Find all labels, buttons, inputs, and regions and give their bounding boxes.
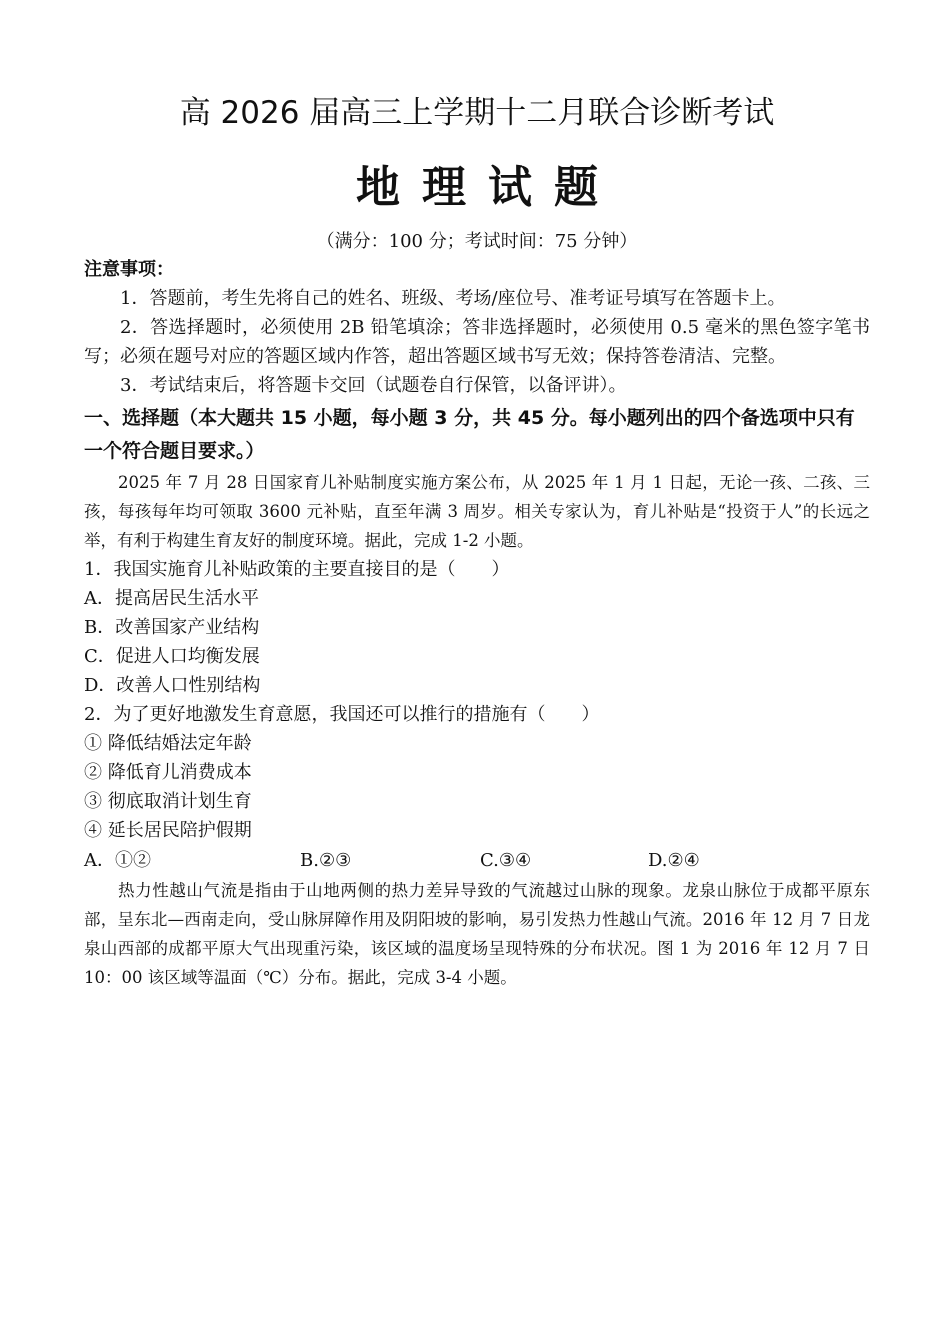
question-1-option-c: C．促进人口均衡发展 [84,646,260,667]
exam-page [84,84,870,992]
question-2-choice-c: C.③④ [480,850,532,871]
exam-info: （满分：100 分；考试时间：75 分钟） [316,231,638,252]
question-2-choices [84,845,870,876]
question-2-choice-b: B.②③ [300,850,352,871]
notice-heading: 注意事项： [84,259,174,280]
question-1-option-b: B．改善国家产业结构 [84,617,260,638]
question-1-stem: 1．我国实施育儿补贴政策的主要直接目的是（ ） [84,559,510,580]
notice-item-3: 3．考试结束后，将答题卡交回（试题卷自行保管，以备评讲）。 [120,375,627,396]
question-2-statement-4: ④ 延长居民陪护假期 [84,820,252,841]
notice-item-2: 2．答选择题时，必须使用 2B 铅笔填涂；答非选择题时，必须使用 0.5 毫米的黑色签字笔书写；必须在题号对应的答题区域内作答，超出答题区域书写无效；保持答卷清洁、完整。 [84,317,870,367]
question-1-option-d: D．改善人口性别结构 [84,675,261,696]
question-2-stem: 2．为了更好地激发生育意愿，我国还可以推行的措施有（ ） [84,704,600,725]
question-2-statement-3: ③ 彻底取消计划生育 [84,791,252,812]
question-2-statement-1: ① 降低结婚法定年龄 [84,733,252,754]
material-1: 2025 年 7 月 28 日国家育儿补贴制度实施方案公布，从 2025 年 1 月 1 日起，无论一孩、二孩、三孩，每孩每年均可领取 3600 元补贴，直至年满 3 周岁。相关专家认为，育儿补贴是“投资于人”的长远之举，有利于构建生育友好的制度环境。据此，完成 1-2 小题。 [84,473,870,550]
subject-title: 地理试题 [356,162,620,213]
question-2-statement-2: ② 降低育儿消费成本 [84,762,252,783]
question-1-option-a: A．提高居民生活水平 [84,588,259,609]
section-heading: 一、选择题（本大题共 15 小题，每小题 3 分，共 45 分。每小题列出的四个备选项中只有一个符合题目要求。） [84,407,855,462]
exam-title: 高 2026 届高三上学期十二月联合诊断考试 [179,95,775,131]
material-2: 热力性越山气流是指由于山地两侧的热力差异导致的气流越过山脉的现象。龙泉山脉位于成都平原东部，呈东北—西南走向，受山脉屏障作用及阴阳坡的影响，易引发热力性越山气流。2016 年 12 月 7 日龙泉山西部的成都平原大气出现重污染，该区域的温度场呈现特殊的分布状况。图 1 为 2016 年 12 月 7 日 10：00 该区域等温面（℃）分布。据此，完成 3-4 小题。 [84,881,870,987]
question-2-choice-a: A．①② [84,850,151,871]
notice-item-1: 1．答题前，考生先将自己的姓名、班级、考场/座位号、准考证号填写在答题卡上。 [120,288,786,309]
question-2-choice-d: D.②④ [648,850,700,871]
